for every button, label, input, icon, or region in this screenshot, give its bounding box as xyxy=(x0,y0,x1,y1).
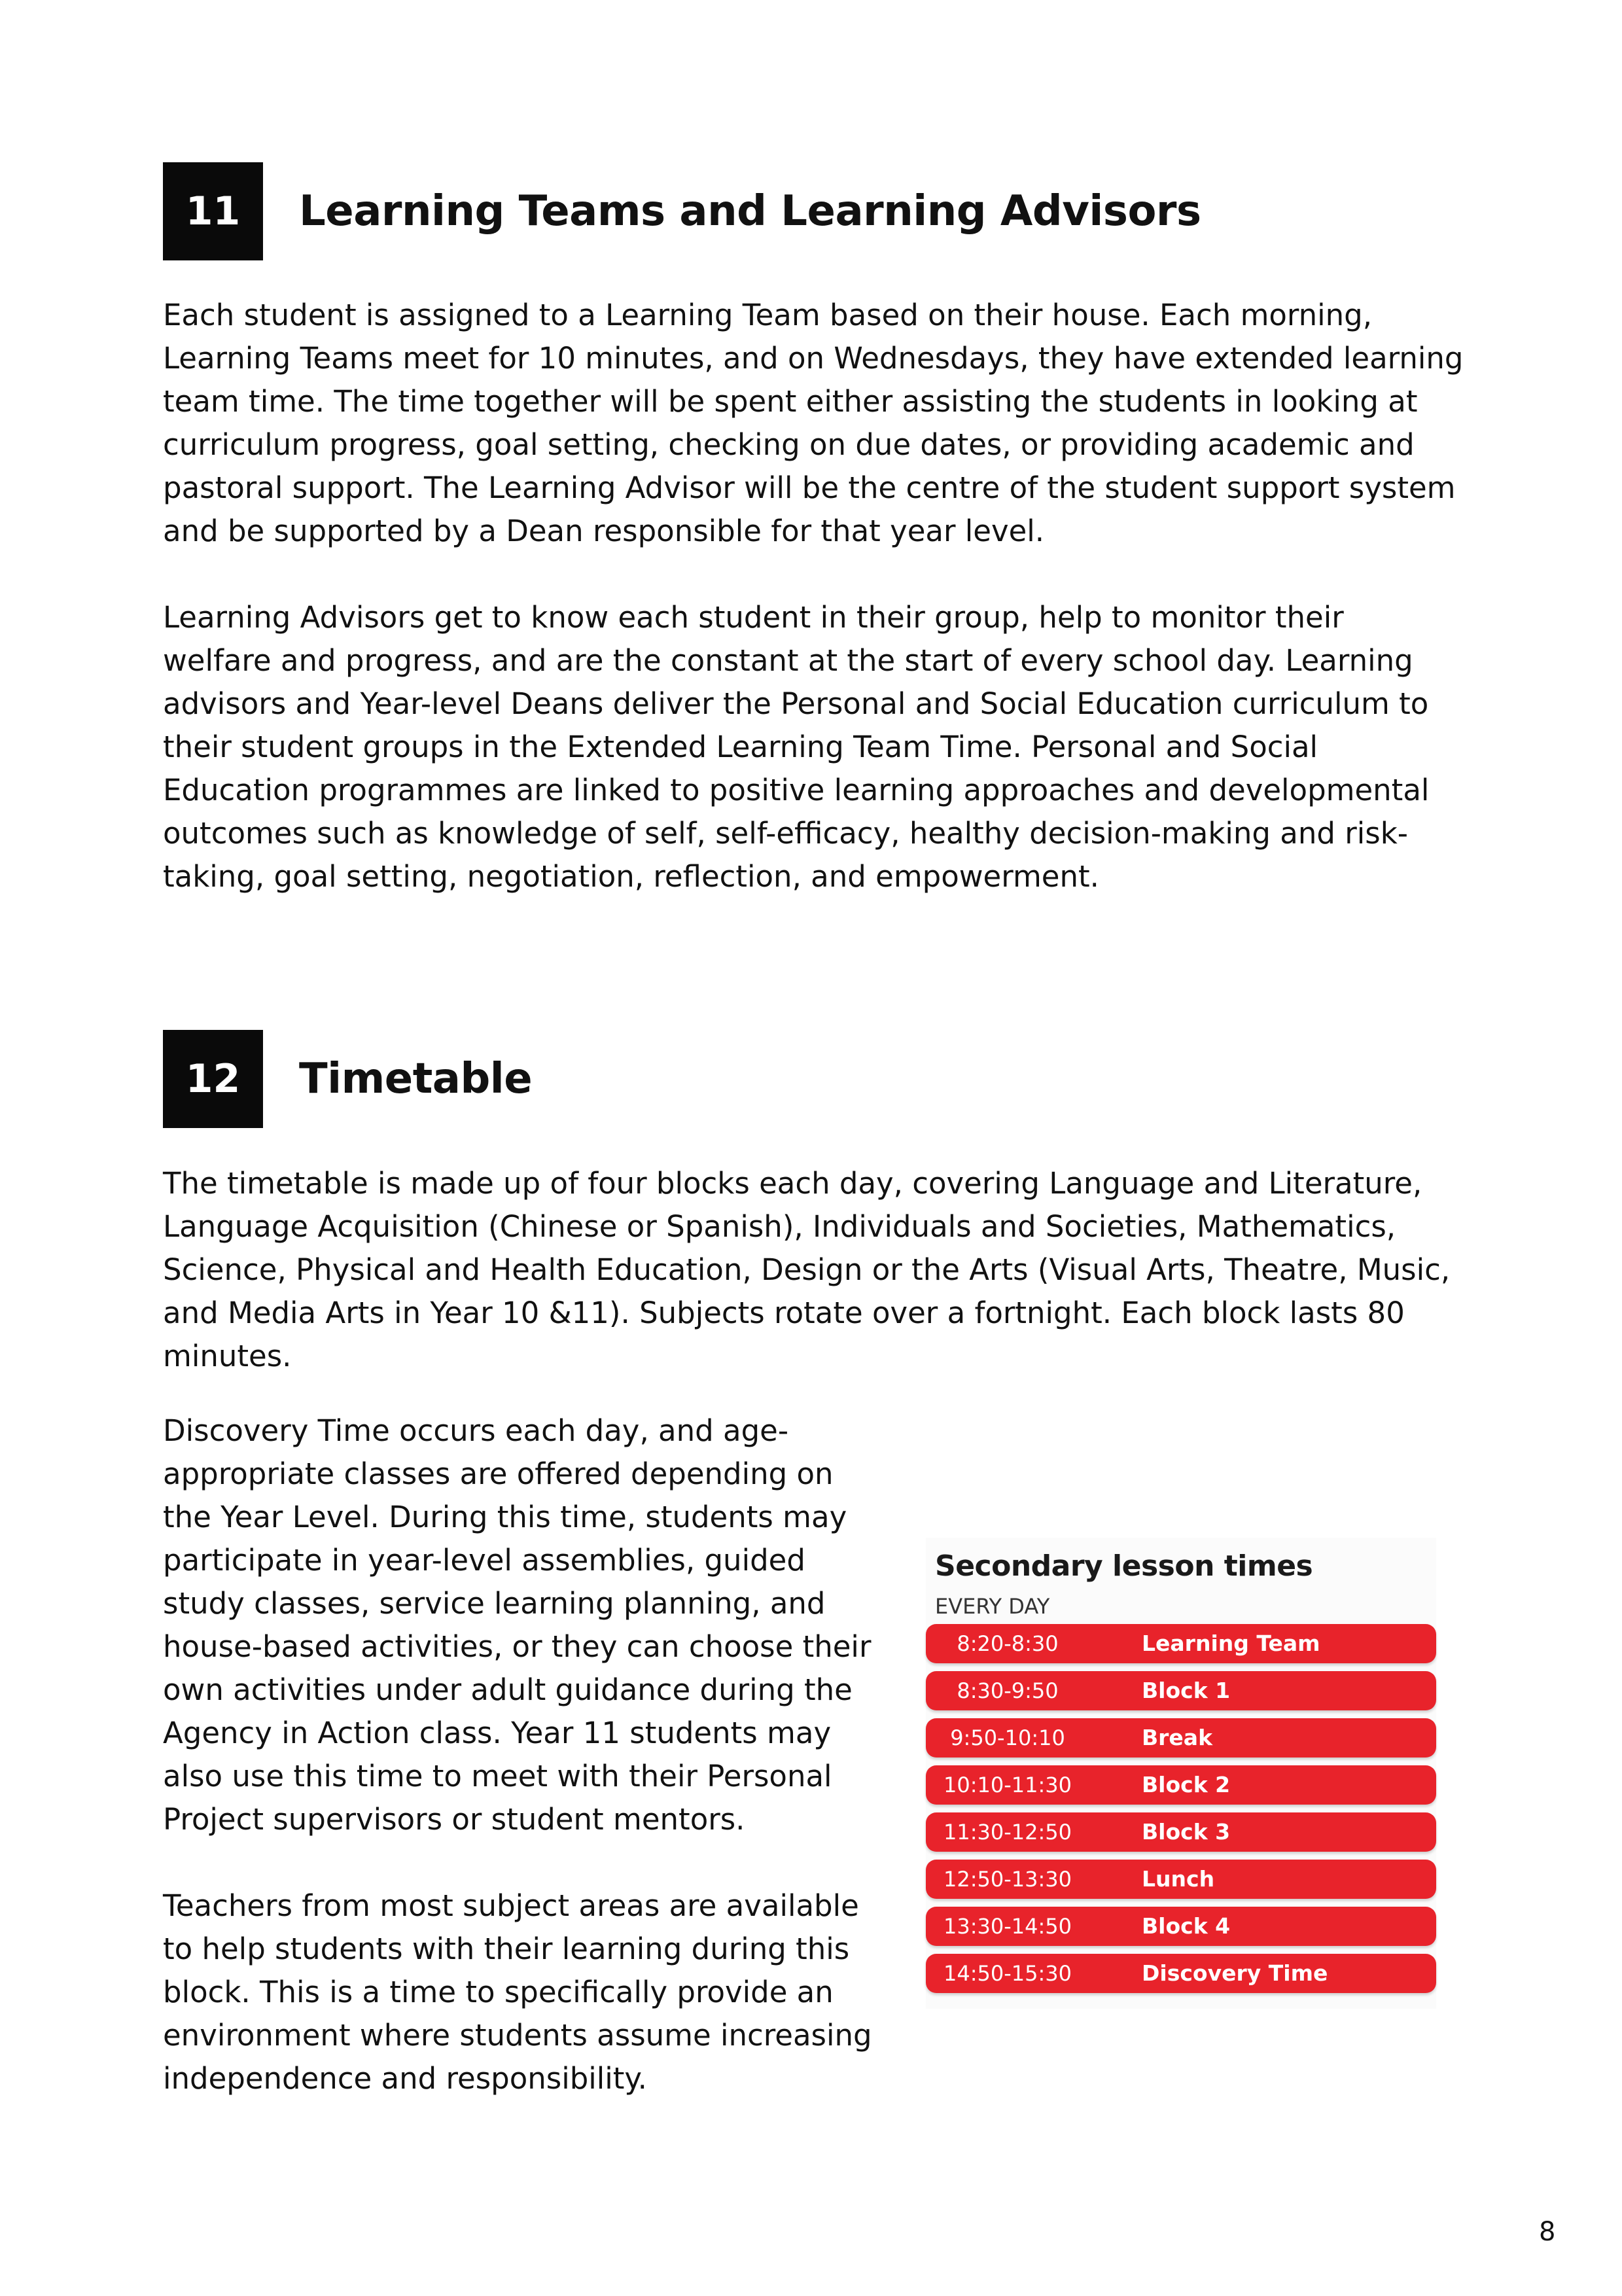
text-line: block. This is a time to specifically provide an xyxy=(163,1975,834,2009)
text-line: taking, goal setting, negotiation, reflection, and empowerment. xyxy=(163,859,1099,894)
text-line: Teachers from most subject areas are available xyxy=(163,1888,859,1923)
text-line: Project supervisors or student mentors. xyxy=(163,1802,745,1837)
section-12-title: Timetable xyxy=(299,1055,533,1103)
lesson-label: Block 2 xyxy=(1142,1772,1231,1797)
text-line: Discovery Time occurs each day, and age- xyxy=(163,1413,789,1448)
text-line: Each student is assigned to a Learning Team based on their house. Each morning, xyxy=(163,298,1373,332)
lesson-times-rows xyxy=(926,1624,1436,2001)
text-line: independence and responsibility. xyxy=(163,2061,647,2096)
lesson-label: Block 3 xyxy=(1142,1819,1231,1845)
text-line: Language Acquisition (Chinese or Spanish), Individuals and Societies, Mathematics, xyxy=(163,1209,1396,1244)
text-line: Learning Advisors get to know each student in their group, help to monitor their xyxy=(163,600,1344,635)
text-line: to help students with their learning during this xyxy=(163,1932,850,1966)
page-number: 8 xyxy=(1539,2217,1556,2247)
text-line: Agency in Action class. Year 11 students may xyxy=(163,1716,832,1750)
text-line: the Year Level. During this time, students may xyxy=(163,1500,847,1534)
section-12-paragraph-2 xyxy=(163,1409,871,1841)
lesson-times-title: Secondary lesson times xyxy=(935,1549,1313,1583)
lesson-row xyxy=(926,1671,1436,1710)
section-12-number: 12 xyxy=(163,1030,263,1128)
text-line: environment where students assume increasing xyxy=(163,2018,872,2053)
lesson-label: Learning Team xyxy=(1142,1631,1320,1656)
lesson-label: Discovery Time xyxy=(1142,1960,1328,1986)
text-line: curriculum progress, goal setting, checking on due dates, or providing academic and xyxy=(163,427,1415,462)
text-line: own activities under adult guidance during the xyxy=(163,1672,853,1707)
lesson-row xyxy=(926,1718,1436,1757)
lesson-label: Block 1 xyxy=(1142,1678,1231,1703)
text-line: and be supported by a Dean responsible for that year level. xyxy=(163,514,1045,548)
lesson-label: Break xyxy=(1142,1725,1213,1750)
lesson-time: 12:50-13:30 xyxy=(943,1867,1072,1892)
text-line: pastoral support. The Learning Advisor will be the centre of the student support system xyxy=(163,470,1456,505)
section-11-paragraph-2 xyxy=(163,596,1429,898)
section-11-title: Learning Teams and Learning Advisors xyxy=(299,187,1201,236)
text-line: outcomes such as knowledge of self, self-efficacy, healthy decision-making and risk- xyxy=(163,816,1409,851)
section-11-heading xyxy=(163,162,1201,260)
text-line: advisors and Year-level Deans deliver the Personal and Social Education curriculum to xyxy=(163,686,1429,721)
text-line: minutes. xyxy=(163,1339,292,1373)
text-line: house-based activities, or they can choose their xyxy=(163,1629,872,1664)
lesson-time: 13:30-14:50 xyxy=(943,1914,1072,1939)
lesson-row xyxy=(926,1954,1436,1993)
lesson-times-subtitle: EVERY DAY xyxy=(935,1594,1050,1619)
text-line: welfare and progress, and are the constant at the start of every school day. Learning xyxy=(163,643,1413,678)
lesson-times-table xyxy=(926,1538,1436,2009)
text-line: team time. The time together will be spent either assisting the students in looking at xyxy=(163,384,1418,419)
text-line: appropriate classes are offered depending on xyxy=(163,1457,834,1491)
text-line: Learning Teams meet for 10 minutes, and on Wednesdays, they have extended learning xyxy=(163,341,1464,376)
text-line: their student groups in the Extended Learning Team Time. Personal and Social xyxy=(163,730,1318,764)
lesson-time: 9:50-10:10 xyxy=(950,1725,1065,1750)
lesson-row xyxy=(926,1907,1436,1946)
text-line: The timetable is made up of four blocks each day, covering Language and Literature, xyxy=(163,1166,1422,1201)
text-line: Education programmes are linked to positive learning approaches and developmental xyxy=(163,773,1430,807)
text-line: Science, Physical and Health Education, Design or the Arts (Visual Arts, Theatre, Music, xyxy=(163,1252,1451,1287)
section-11-number: 11 xyxy=(163,162,263,260)
section-12-paragraph-3 xyxy=(163,1884,872,2100)
text-line: participate in year-level assemblies, guided xyxy=(163,1543,805,1578)
text-line: also use this time to meet with their Personal xyxy=(163,1759,832,1793)
lesson-time: 8:30-9:50 xyxy=(957,1678,1059,1703)
lesson-time: 10:10-11:30 xyxy=(943,1773,1072,1797)
lesson-row xyxy=(926,1812,1436,1852)
lesson-label: Lunch xyxy=(1142,1866,1215,1892)
lesson-row xyxy=(926,1624,1436,1663)
text-line: study classes, service learning planning, and xyxy=(163,1586,826,1621)
lesson-label: Block 4 xyxy=(1142,1913,1231,1939)
lesson-time: 8:20-8:30 xyxy=(957,1631,1059,1656)
lesson-row xyxy=(926,1765,1436,1805)
text-line: and Media Arts in Year 10 &11). Subjects rotate over a fortnight. Each block lasts 80 xyxy=(163,1296,1405,1330)
section-11-paragraph-1 xyxy=(163,294,1464,553)
lesson-time: 11:30-12:50 xyxy=(943,1820,1072,1845)
lesson-row xyxy=(926,1860,1436,1899)
section-12-paragraph-1 xyxy=(163,1162,1450,1378)
lesson-time: 14:50-15:30 xyxy=(943,1961,1072,1986)
section-12-heading xyxy=(163,1030,532,1128)
